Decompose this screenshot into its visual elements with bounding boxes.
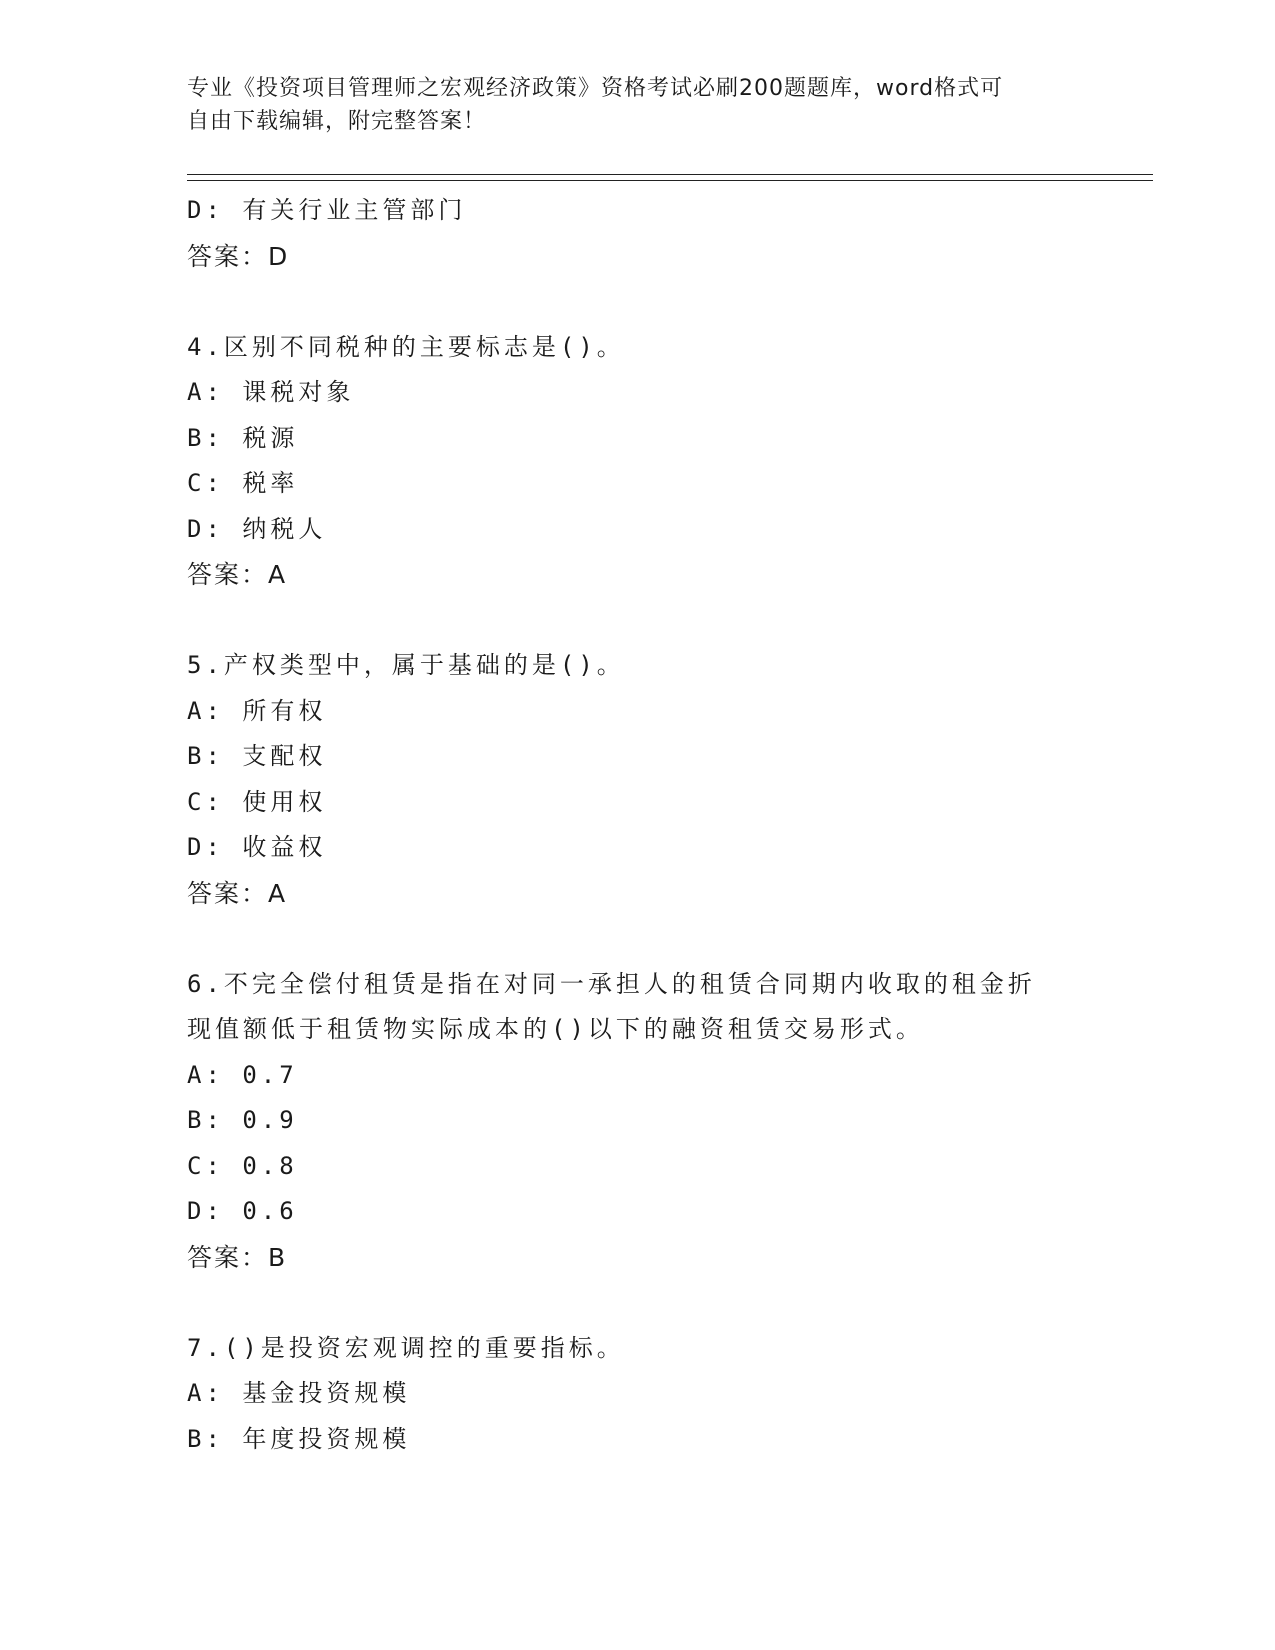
question-text-line-2: 现值额低于租赁物实际成本的()以下的融资租赁交易形式。 bbox=[187, 1015, 924, 1043]
answer-line: 答案：B bbox=[187, 1242, 288, 1272]
option-a: A: 课税对象 bbox=[187, 378, 355, 406]
option-a: A: 基金投资规模 bbox=[187, 1379, 411, 1407]
answer-line: 答案：A bbox=[187, 878, 288, 908]
option-d: D: 有关行业主管部门 bbox=[187, 196, 467, 224]
option-b: B: 支配权 bbox=[187, 742, 327, 770]
option-a: A: 0.7 bbox=[187, 1060, 298, 1089]
option-d: D: 纳税人 bbox=[187, 514, 327, 543]
option-b: B: 0.9 bbox=[187, 1106, 298, 1134]
question-text-line-1: 6.不完全偿付租赁是指在对同一承担人的租赁合同期内收取的租金折 bbox=[187, 969, 1036, 998]
option-b: B: 年度投资规模 bbox=[187, 1424, 411, 1453]
question-text: 5.产权类型中，属于基础的是()。 bbox=[187, 651, 625, 679]
option-b: B: 税源 bbox=[187, 423, 299, 452]
spacer bbox=[187, 916, 1087, 962]
header-title-line-1: 专业《投资项目管理师之宏观经济政策》资格考试必刷200题题库，word格式可 bbox=[187, 76, 1004, 101]
header-title-line-2: 自由下载编辑，附完整答案！ bbox=[187, 109, 487, 134]
option-c: C: 0.8 bbox=[187, 1151, 298, 1180]
spacer bbox=[187, 1280, 1087, 1326]
page-header bbox=[187, 72, 1087, 138]
spacer bbox=[187, 279, 1087, 325]
answer-line: 答案：A bbox=[187, 560, 288, 589]
option-c: C: 使用权 bbox=[187, 787, 327, 816]
header-rule-bottom bbox=[187, 180, 1153, 181]
question-content bbox=[187, 188, 1087, 1462]
header-rule-top bbox=[187, 174, 1153, 175]
option-a: A: 所有权 bbox=[187, 696, 327, 725]
question-text: 4.区别不同税种的主要标志是()。 bbox=[187, 332, 625, 361]
answer-line: 答案：D bbox=[187, 241, 290, 271]
option-c: C: 税率 bbox=[187, 469, 299, 497]
question-text: 7.()是投资宏观调控的重要指标。 bbox=[187, 1333, 625, 1362]
option-d: D: 0.6 bbox=[187, 1197, 298, 1225]
option-d: D: 收益权 bbox=[187, 833, 327, 861]
spacer bbox=[187, 598, 1087, 644]
